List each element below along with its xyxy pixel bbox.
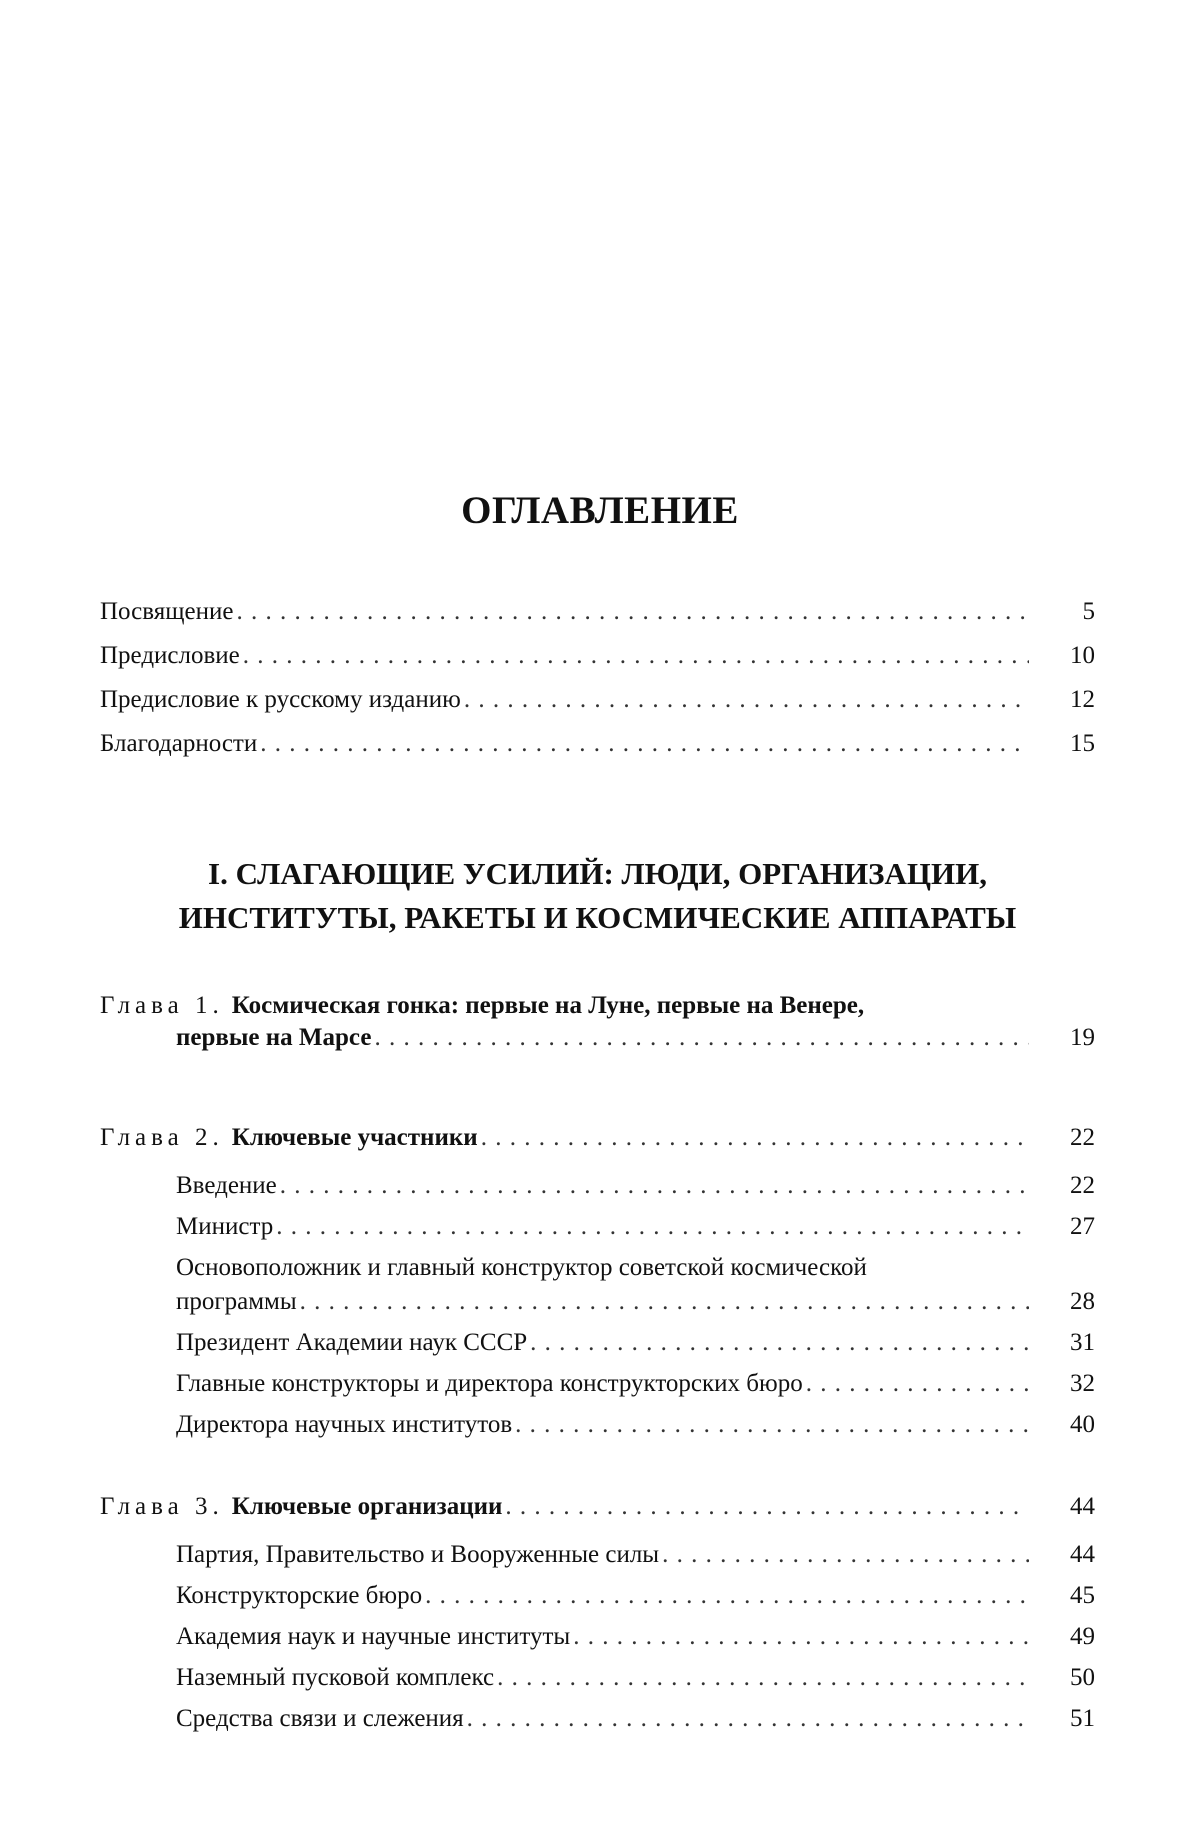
chapter-title: Ключевые организации xyxy=(231,1493,503,1520)
section-entry xyxy=(176,1580,1095,1621)
entry-title: Предисловие к русскому изданию xyxy=(100,686,461,713)
chapter-label: Глава 2. xyxy=(100,1124,224,1151)
entry-page-number: 5 xyxy=(1082,598,1095,625)
section-title: Академия наук и научные институты xyxy=(176,1623,571,1650)
dot-leader xyxy=(280,1170,1029,1202)
entry-page-number: 51 xyxy=(1070,1705,1095,1732)
entry-page-number: 28 xyxy=(1070,1288,1095,1315)
chapter-3-sections xyxy=(100,1539,1095,1744)
section-title: Директора научных институтов xyxy=(176,1411,513,1438)
entry-page-number: 12 xyxy=(1070,686,1095,713)
entry-title: Благодарности xyxy=(100,730,258,757)
dot-leader xyxy=(260,728,1029,760)
dot-leader xyxy=(481,1122,1029,1154)
part-heading-line-2: ИНСТИТУТЫ, РАКЕТЫ И КОСМИЧЕСКИЕ АППАРАТЫ xyxy=(178,900,1017,935)
toc-entry-russian-preface xyxy=(100,684,1095,728)
section-title: Конструкторские бюро xyxy=(176,1582,423,1609)
chapter-3 xyxy=(100,1491,1095,1744)
entry-page-number: 10 xyxy=(1070,642,1095,669)
chapter-title-line-1: Космическая гонка: первые на Луне, первые на Венере, xyxy=(231,992,865,1019)
entry-page-number: 50 xyxy=(1070,1664,1095,1691)
section-entry xyxy=(176,1621,1095,1662)
entry-title: Предисловие xyxy=(100,642,240,669)
entry-page-number: 40 xyxy=(1070,1411,1095,1438)
entry-page-number: 45 xyxy=(1070,1582,1095,1609)
chapter-title-line-2: первые на Марсе xyxy=(176,1024,372,1051)
dot-leader xyxy=(276,1211,1029,1243)
section-title-line-2: программы xyxy=(176,1288,297,1315)
chapter-title: Ключевые участники xyxy=(231,1124,478,1151)
toc-entry-acknowledgements xyxy=(100,728,1095,772)
section-entry xyxy=(176,1211,1095,1252)
entry-title: Посвящение xyxy=(100,598,234,625)
chapter-2-sections xyxy=(100,1170,1095,1450)
part-heading xyxy=(100,852,1095,940)
entry-page-number: 22 xyxy=(1070,1124,1095,1151)
dot-leader xyxy=(497,1662,1029,1694)
entry-page-number: 31 xyxy=(1070,1329,1095,1356)
dot-leader xyxy=(464,684,1029,716)
dot-leader xyxy=(236,596,1029,628)
section-entry xyxy=(176,1703,1095,1744)
dot-leader xyxy=(530,1327,1029,1359)
section-title: Министр xyxy=(176,1213,274,1240)
entry-page-number: 22 xyxy=(1070,1172,1095,1199)
toc-title: ОГЛАВЛЕНИЕ xyxy=(461,489,739,532)
dot-leader xyxy=(425,1580,1029,1612)
section-title: Партия, Правительство и Вооруженные силы xyxy=(176,1541,660,1568)
dot-leader xyxy=(300,1286,1029,1318)
section-title: Средства связи и слежения xyxy=(176,1705,464,1732)
chapter-label: Глава 3. xyxy=(100,1493,224,1520)
section-title: Наземный пусковой комплекс xyxy=(176,1664,495,1691)
chapter-2-heading xyxy=(100,1122,1095,1170)
chapter-2 xyxy=(100,1122,1095,1450)
dot-leader xyxy=(662,1539,1029,1571)
section-entry xyxy=(176,1286,1095,1327)
section-entry xyxy=(176,1170,1095,1211)
section-title-line-1: Основоположник и главный конструктор советской космической xyxy=(176,1254,867,1281)
toc-entry-preface xyxy=(100,640,1095,684)
dot-leader xyxy=(573,1621,1029,1653)
chapter-heading-text xyxy=(100,1122,478,1154)
section-entry xyxy=(176,1662,1095,1703)
dot-leader xyxy=(243,640,1029,672)
entry-page-number: 32 xyxy=(1070,1370,1095,1397)
entry-page-number: 27 xyxy=(1070,1213,1095,1240)
chapter-1-heading-line-2 xyxy=(100,1022,1095,1054)
section-entry xyxy=(176,1368,1095,1409)
dot-leader xyxy=(467,1703,1029,1735)
chapter-3-heading xyxy=(100,1491,1095,1539)
section-title: Президент Академии наук СССР xyxy=(176,1329,528,1356)
part-heading-line-1: I. СЛАГАЮЩИЕ УСИЛИЙ: ЛЮДИ, ОРГАНИЗАЦИИ, xyxy=(208,856,987,891)
front-matter-list xyxy=(100,596,1095,772)
section-entry xyxy=(176,1327,1095,1368)
dot-leader xyxy=(806,1368,1029,1400)
chapter-1 xyxy=(100,990,1095,1054)
section-entry xyxy=(176,1539,1095,1580)
entry-page-number: 15 xyxy=(1070,730,1095,757)
entry-page-number: 19 xyxy=(1070,1024,1095,1051)
dot-leader xyxy=(515,1409,1029,1441)
entry-page-number: 49 xyxy=(1070,1623,1095,1650)
section-entry xyxy=(176,1409,1095,1450)
chapter-label: Глава 1. xyxy=(100,992,224,1019)
entry-page-number: 44 xyxy=(1070,1541,1095,1568)
section-title: Введение xyxy=(176,1172,277,1199)
entry-page-number: 44 xyxy=(1070,1493,1095,1520)
section-title: Главные конструкторы и директора конструкторских бюро xyxy=(176,1370,803,1397)
toc-entry-dedication xyxy=(100,596,1095,640)
dot-leader xyxy=(505,1491,1029,1523)
chapter-1-heading-line-1 xyxy=(100,990,1095,1022)
dot-leader xyxy=(374,1022,1029,1054)
chapter-heading-text xyxy=(100,1491,502,1523)
